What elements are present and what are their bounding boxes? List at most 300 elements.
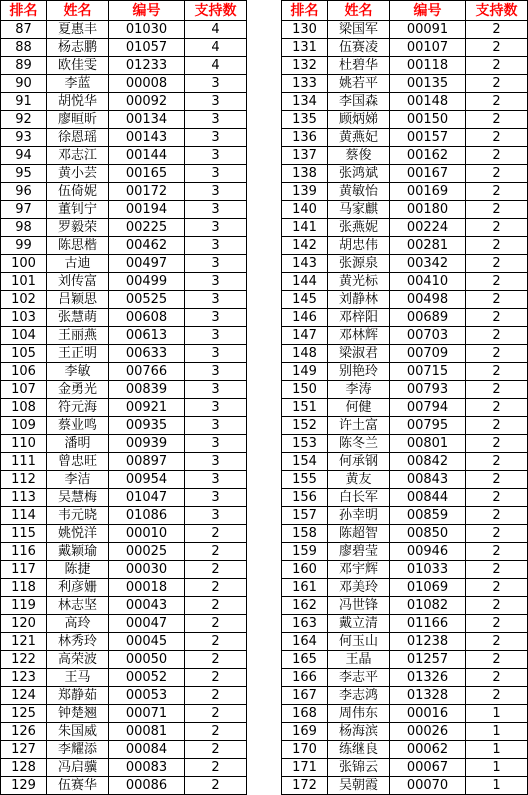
cell-votes: 3 bbox=[185, 291, 247, 309]
table-row bbox=[1, 129, 247, 147]
cell-votes: 2 bbox=[185, 597, 247, 615]
cell-rank: 148 bbox=[282, 345, 328, 363]
cell-number: 00083 bbox=[109, 759, 185, 777]
cell-number: 00633 bbox=[109, 345, 185, 363]
cell-rank: 128 bbox=[1, 759, 47, 777]
cell-number: 01166 bbox=[390, 615, 466, 633]
cell-name: 高荣波 bbox=[47, 651, 109, 669]
cell-number: 00143 bbox=[109, 129, 185, 147]
table-row bbox=[282, 21, 528, 39]
cell-number: 01047 bbox=[109, 489, 185, 507]
cell-rank: 103 bbox=[1, 309, 47, 327]
cell-name: 练继良 bbox=[328, 741, 390, 759]
cell-votes: 3 bbox=[185, 75, 247, 93]
cell-number: 00150 bbox=[390, 111, 466, 129]
ranking-table-left bbox=[0, 0, 247, 795]
cell-number: 00134 bbox=[109, 111, 185, 129]
cell-rank: 170 bbox=[282, 741, 328, 759]
cell-votes: 3 bbox=[185, 381, 247, 399]
cell-number: 00045 bbox=[109, 633, 185, 651]
cell-name: 何承钢 bbox=[328, 453, 390, 471]
cell-name: 冯启骥 bbox=[47, 759, 109, 777]
cell-votes: 2 bbox=[185, 651, 247, 669]
cell-number: 00843 bbox=[390, 471, 466, 489]
cell-votes: 2 bbox=[185, 705, 247, 723]
cell-rank: 123 bbox=[1, 669, 47, 687]
cell-name: 别艳玲 bbox=[328, 363, 390, 381]
table-row bbox=[282, 561, 528, 579]
table-row bbox=[282, 507, 528, 525]
cell-number: 01328 bbox=[390, 687, 466, 705]
cell-rank: 164 bbox=[282, 633, 328, 651]
cell-rank: 129 bbox=[1, 777, 47, 795]
cell-rank: 147 bbox=[282, 327, 328, 345]
cell-name: 姚悦洋 bbox=[47, 525, 109, 543]
cell-name: 马家麒 bbox=[328, 201, 390, 219]
cell-votes: 2 bbox=[466, 165, 528, 183]
cell-number: 00016 bbox=[390, 705, 466, 723]
table-row bbox=[1, 273, 247, 291]
cell-votes: 2 bbox=[466, 669, 528, 687]
cell-number: 00859 bbox=[390, 507, 466, 525]
header-row bbox=[282, 1, 528, 21]
cell-votes: 2 bbox=[466, 687, 528, 705]
cell-rank: 88 bbox=[1, 39, 47, 57]
table-row bbox=[1, 777, 247, 795]
cell-rank: 135 bbox=[282, 111, 328, 129]
cell-number: 00703 bbox=[390, 327, 466, 345]
cell-number: 00715 bbox=[390, 363, 466, 381]
cell-rank: 104 bbox=[1, 327, 47, 345]
cell-votes: 2 bbox=[466, 471, 528, 489]
table-row bbox=[1, 147, 247, 165]
cell-rank: 97 bbox=[1, 201, 47, 219]
cell-votes: 3 bbox=[185, 489, 247, 507]
table-row bbox=[1, 57, 247, 75]
cell-votes: 3 bbox=[185, 345, 247, 363]
cell-name: 利彦姗 bbox=[47, 579, 109, 597]
cell-name: 伍倚妮 bbox=[47, 183, 109, 201]
table-row bbox=[1, 309, 247, 327]
cell-votes: 4 bbox=[185, 21, 247, 39]
table-row bbox=[282, 435, 528, 453]
cell-votes: 2 bbox=[466, 633, 528, 651]
cell-votes: 2 bbox=[466, 237, 528, 255]
cell-name: 朱国威 bbox=[47, 723, 109, 741]
cell-number: 01082 bbox=[390, 597, 466, 615]
cell-number: 00162 bbox=[390, 147, 466, 165]
table-row bbox=[282, 651, 528, 669]
cell-name: 郑静茹 bbox=[47, 687, 109, 705]
cell-rank: 152 bbox=[282, 417, 328, 435]
cell-rank: 159 bbox=[282, 543, 328, 561]
cell-number: 00608 bbox=[109, 309, 185, 327]
cell-votes: 2 bbox=[466, 417, 528, 435]
cell-name: 胡悦华 bbox=[47, 93, 109, 111]
cell-votes: 2 bbox=[466, 57, 528, 75]
cell-votes: 2 bbox=[466, 291, 528, 309]
cell-number: 00939 bbox=[109, 435, 185, 453]
cell-votes: 3 bbox=[185, 255, 247, 273]
cell-number: 00842 bbox=[390, 453, 466, 471]
cell-rank: 127 bbox=[1, 741, 47, 759]
cell-number: 00194 bbox=[109, 201, 185, 219]
cell-rank: 132 bbox=[282, 57, 328, 75]
table-row bbox=[282, 669, 528, 687]
cell-rank: 167 bbox=[282, 687, 328, 705]
table-row bbox=[282, 363, 528, 381]
cell-rank: 131 bbox=[282, 39, 328, 57]
cell-name: 何玉山 bbox=[328, 633, 390, 651]
cell-number: 00052 bbox=[109, 669, 185, 687]
table-row bbox=[1, 93, 247, 111]
cell-votes: 2 bbox=[466, 399, 528, 417]
cell-number: 00062 bbox=[390, 741, 466, 759]
cell-name: 林志坚 bbox=[47, 597, 109, 615]
cell-rank: 153 bbox=[282, 435, 328, 453]
cell-number: 00410 bbox=[390, 273, 466, 291]
cell-rank: 144 bbox=[282, 273, 328, 291]
cell-number: 00793 bbox=[390, 381, 466, 399]
table-row bbox=[1, 183, 247, 201]
table-row bbox=[282, 579, 528, 597]
cell-name: 黄敏怡 bbox=[328, 183, 390, 201]
cell-votes: 2 bbox=[466, 489, 528, 507]
cell-rank: 145 bbox=[282, 291, 328, 309]
cell-votes: 3 bbox=[185, 237, 247, 255]
cell-votes: 2 bbox=[185, 723, 247, 741]
cell-name: 王丽燕 bbox=[47, 327, 109, 345]
cell-number: 00165 bbox=[109, 165, 185, 183]
cell-votes: 1 bbox=[466, 759, 528, 777]
table-row bbox=[282, 219, 528, 237]
cell-number: 00008 bbox=[109, 75, 185, 93]
cell-rank: 93 bbox=[1, 129, 47, 147]
cell-name: 姚若平 bbox=[328, 75, 390, 93]
cell-votes: 2 bbox=[185, 615, 247, 633]
cell-number: 00766 bbox=[109, 363, 185, 381]
cell-rank: 171 bbox=[282, 759, 328, 777]
cell-number: 01086 bbox=[109, 507, 185, 525]
cell-name: 邓美玲 bbox=[328, 579, 390, 597]
table-row bbox=[1, 453, 247, 471]
cell-name: 王马 bbox=[47, 669, 109, 687]
table-row bbox=[282, 597, 528, 615]
cell-name: 吴朝霞 bbox=[328, 777, 390, 795]
cell-rank: 141 bbox=[282, 219, 328, 237]
cell-rank: 102 bbox=[1, 291, 47, 309]
table-row bbox=[1, 255, 247, 273]
table-row bbox=[282, 615, 528, 633]
cell-number: 00071 bbox=[109, 705, 185, 723]
cell-rank: 157 bbox=[282, 507, 328, 525]
table-row bbox=[1, 165, 247, 183]
cell-votes: 2 bbox=[466, 651, 528, 669]
table-row bbox=[282, 57, 528, 75]
table-row bbox=[1, 417, 247, 435]
cell-rank: 158 bbox=[282, 525, 328, 543]
cell-name: 蔡俊 bbox=[328, 147, 390, 165]
cell-name: 陈思楷 bbox=[47, 237, 109, 255]
cell-name: 何健 bbox=[328, 399, 390, 417]
header-name: 姓名 bbox=[47, 1, 109, 21]
cell-votes: 2 bbox=[185, 777, 247, 795]
cell-name: 张源泉 bbox=[328, 255, 390, 273]
cell-name: 顾炳娣 bbox=[328, 111, 390, 129]
cell-name: 吕颖思 bbox=[47, 291, 109, 309]
cell-votes: 3 bbox=[185, 309, 247, 327]
cell-name: 欧佳雯 bbox=[47, 57, 109, 75]
cell-votes: 2 bbox=[185, 669, 247, 687]
table-row bbox=[282, 183, 528, 201]
cell-number: 00107 bbox=[390, 39, 466, 57]
table-row bbox=[282, 75, 528, 93]
cell-rank: 142 bbox=[282, 237, 328, 255]
cell-name: 邓志江 bbox=[47, 147, 109, 165]
cell-number: 00070 bbox=[390, 777, 466, 795]
table-row bbox=[1, 381, 247, 399]
header-number: 编号 bbox=[390, 1, 466, 21]
table-row bbox=[1, 543, 247, 561]
cell-name: 戴颖瑜 bbox=[47, 543, 109, 561]
cell-number: 01257 bbox=[390, 651, 466, 669]
cell-number: 00935 bbox=[109, 417, 185, 435]
cell-name: 潘明 bbox=[47, 435, 109, 453]
table-row bbox=[282, 399, 528, 417]
cell-number: 01030 bbox=[109, 21, 185, 39]
cell-rank: 110 bbox=[1, 435, 47, 453]
cell-votes: 2 bbox=[466, 309, 528, 327]
cell-votes: 2 bbox=[185, 633, 247, 651]
table-row bbox=[1, 687, 247, 705]
cell-rank: 98 bbox=[1, 219, 47, 237]
cell-rank: 89 bbox=[1, 57, 47, 75]
cell-number: 00462 bbox=[109, 237, 185, 255]
cell-rank: 119 bbox=[1, 597, 47, 615]
cell-name: 王正明 bbox=[47, 345, 109, 363]
table-row bbox=[1, 741, 247, 759]
cell-number: 00053 bbox=[109, 687, 185, 705]
table-row bbox=[1, 471, 247, 489]
cell-name: 张慧萌 bbox=[47, 309, 109, 327]
table-row bbox=[1, 579, 247, 597]
cell-name: 杨海滨 bbox=[328, 723, 390, 741]
cell-votes: 2 bbox=[185, 579, 247, 597]
cell-votes: 2 bbox=[466, 561, 528, 579]
cell-name: 周伟东 bbox=[328, 705, 390, 723]
cell-number: 00839 bbox=[109, 381, 185, 399]
header-row bbox=[1, 1, 247, 21]
table-row bbox=[1, 327, 247, 345]
cell-number: 01233 bbox=[109, 57, 185, 75]
cell-name: 杨志鹏 bbox=[47, 39, 109, 57]
cell-votes: 3 bbox=[185, 129, 247, 147]
cell-rank: 121 bbox=[1, 633, 47, 651]
cell-name: 白长军 bbox=[328, 489, 390, 507]
cell-rank: 136 bbox=[282, 129, 328, 147]
cell-number: 00946 bbox=[390, 543, 466, 561]
table-row bbox=[282, 165, 528, 183]
cell-name: 王晶 bbox=[328, 651, 390, 669]
cell-number: 00144 bbox=[109, 147, 185, 165]
cell-rank: 116 bbox=[1, 543, 47, 561]
table-row bbox=[282, 777, 528, 795]
cell-rank: 95 bbox=[1, 165, 47, 183]
cell-name: 陈捷 bbox=[47, 561, 109, 579]
cell-votes: 2 bbox=[185, 561, 247, 579]
cell-votes: 3 bbox=[185, 417, 247, 435]
cell-rank: 143 bbox=[282, 255, 328, 273]
table-row bbox=[1, 723, 247, 741]
cell-rank: 106 bbox=[1, 363, 47, 381]
table-row bbox=[282, 759, 528, 777]
table-row bbox=[1, 39, 247, 57]
cell-number: 00050 bbox=[109, 651, 185, 669]
cell-name: 伍赛凌 bbox=[328, 39, 390, 57]
cell-name: 邓梓阳 bbox=[328, 309, 390, 327]
table-row bbox=[282, 201, 528, 219]
cell-votes: 2 bbox=[466, 579, 528, 597]
cell-rank: 134 bbox=[282, 93, 328, 111]
cell-number: 00613 bbox=[109, 327, 185, 345]
cell-number: 00224 bbox=[390, 219, 466, 237]
cell-rank: 101 bbox=[1, 273, 47, 291]
cell-rank: 91 bbox=[1, 93, 47, 111]
table-body-right bbox=[282, 21, 528, 795]
table-row bbox=[282, 687, 528, 705]
cell-votes: 4 bbox=[185, 57, 247, 75]
header-votes: 支持数 bbox=[185, 1, 247, 21]
cell-votes: 2 bbox=[466, 273, 528, 291]
cell-rank: 138 bbox=[282, 165, 328, 183]
cell-votes: 2 bbox=[466, 201, 528, 219]
cell-name: 廖晅昕 bbox=[47, 111, 109, 129]
cell-number: 00180 bbox=[390, 201, 466, 219]
cell-name: 陈超智 bbox=[328, 525, 390, 543]
cell-name: 刘传富 bbox=[47, 273, 109, 291]
header-name: 姓名 bbox=[328, 1, 390, 21]
table-row bbox=[1, 561, 247, 579]
cell-rank: 140 bbox=[282, 201, 328, 219]
cell-number: 01326 bbox=[390, 669, 466, 687]
cell-rank: 112 bbox=[1, 471, 47, 489]
cell-votes: 3 bbox=[185, 201, 247, 219]
table-row bbox=[282, 93, 528, 111]
cell-rank: 137 bbox=[282, 147, 328, 165]
cell-number: 00169 bbox=[390, 183, 466, 201]
cell-rank: 87 bbox=[1, 21, 47, 39]
cell-rank: 94 bbox=[1, 147, 47, 165]
cell-rank: 151 bbox=[282, 399, 328, 417]
cell-name: 黄小芸 bbox=[47, 165, 109, 183]
table-row bbox=[282, 273, 528, 291]
cell-name: 李洁 bbox=[47, 471, 109, 489]
cell-votes: 2 bbox=[466, 111, 528, 129]
cell-name: 冯世锋 bbox=[328, 597, 390, 615]
cell-name: 梁国军 bbox=[328, 21, 390, 39]
table-row bbox=[282, 309, 528, 327]
cell-number: 00086 bbox=[109, 777, 185, 795]
cell-votes: 2 bbox=[466, 147, 528, 165]
cell-rank: 105 bbox=[1, 345, 47, 363]
cell-votes: 3 bbox=[185, 327, 247, 345]
cell-votes: 2 bbox=[185, 759, 247, 777]
cell-votes: 3 bbox=[185, 453, 247, 471]
cell-rank: 154 bbox=[282, 453, 328, 471]
cell-name: 刘静林 bbox=[328, 291, 390, 309]
cell-name: 古迪 bbox=[47, 255, 109, 273]
cell-votes: 3 bbox=[185, 111, 247, 129]
cell-rank: 96 bbox=[1, 183, 47, 201]
cell-number: 00148 bbox=[390, 93, 466, 111]
cell-rank: 125 bbox=[1, 705, 47, 723]
cell-number: 00026 bbox=[390, 723, 466, 741]
cell-name: 李志鸿 bbox=[328, 687, 390, 705]
cell-votes: 2 bbox=[466, 615, 528, 633]
cell-votes: 3 bbox=[185, 93, 247, 111]
table-row bbox=[1, 435, 247, 453]
table-row bbox=[1, 345, 247, 363]
cell-votes: 2 bbox=[466, 39, 528, 57]
cell-rank: 108 bbox=[1, 399, 47, 417]
cell-name: 高玲 bbox=[47, 615, 109, 633]
cell-number: 00047 bbox=[109, 615, 185, 633]
table-row bbox=[1, 237, 247, 255]
cell-votes: 3 bbox=[185, 507, 247, 525]
cell-number: 00225 bbox=[109, 219, 185, 237]
header-rank: 排名 bbox=[282, 1, 328, 21]
cell-votes: 3 bbox=[185, 165, 247, 183]
table-row bbox=[1, 363, 247, 381]
cell-name: 李蓝 bbox=[47, 75, 109, 93]
cell-number: 01238 bbox=[390, 633, 466, 651]
table-row bbox=[1, 399, 247, 417]
cell-rank: 161 bbox=[282, 579, 328, 597]
table-row bbox=[282, 111, 528, 129]
cell-votes: 2 bbox=[466, 435, 528, 453]
table-row bbox=[282, 453, 528, 471]
table-row bbox=[1, 651, 247, 669]
cell-votes: 1 bbox=[466, 741, 528, 759]
cell-number: 00921 bbox=[109, 399, 185, 417]
header-votes: 支持数 bbox=[466, 1, 528, 21]
cell-votes: 2 bbox=[466, 129, 528, 147]
cell-name: 李耀添 bbox=[47, 741, 109, 759]
header-rank: 排名 bbox=[1, 1, 47, 21]
cell-rank: 146 bbox=[282, 309, 328, 327]
cell-votes: 3 bbox=[185, 363, 247, 381]
cell-name: 吴慧梅 bbox=[47, 489, 109, 507]
cell-votes: 2 bbox=[466, 345, 528, 363]
cell-name: 曾忠旺 bbox=[47, 453, 109, 471]
cell-number: 00091 bbox=[390, 21, 466, 39]
table-row bbox=[1, 705, 247, 723]
cell-rank: 100 bbox=[1, 255, 47, 273]
cell-rank: 114 bbox=[1, 507, 47, 525]
cell-rank: 166 bbox=[282, 669, 328, 687]
cell-votes: 2 bbox=[466, 75, 528, 93]
cell-votes: 2 bbox=[466, 543, 528, 561]
cell-number: 00801 bbox=[390, 435, 466, 453]
table-row bbox=[282, 741, 528, 759]
cell-votes: 3 bbox=[185, 435, 247, 453]
cell-number: 00342 bbox=[390, 255, 466, 273]
cell-number: 00498 bbox=[390, 291, 466, 309]
cell-votes: 2 bbox=[466, 219, 528, 237]
cell-votes: 3 bbox=[185, 399, 247, 417]
cell-rank: 133 bbox=[282, 75, 328, 93]
cell-name: 邓林辉 bbox=[328, 327, 390, 345]
